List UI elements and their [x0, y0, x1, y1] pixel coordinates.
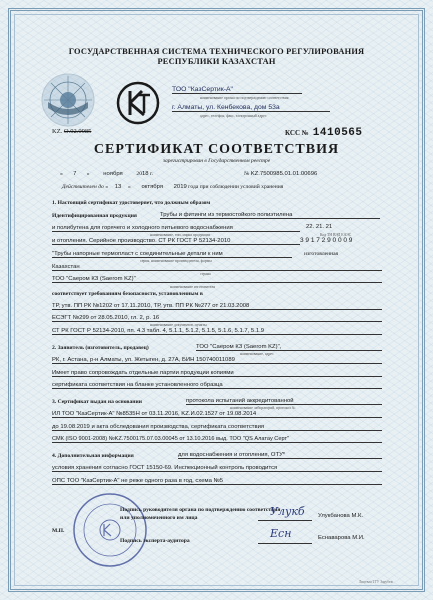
s1-caption-series: серия, наименование производителя, формы: [140, 259, 212, 263]
reg-date: « 7 » ноября 2018 г.: [60, 171, 154, 177]
s2-value1: ТОО "Саером КЗ (Saerom KZ)",: [196, 344, 382, 351]
expert-sign-line: [258, 543, 312, 544]
valid-month: октября: [141, 184, 164, 190]
kz-code-prefix: KZ.: [52, 128, 63, 135]
s1-code1: 22. 21. 21: [306, 224, 333, 230]
s3-caption1: наименование лабораторий, протокол №: [230, 406, 296, 410]
header-line2: РЕСПУБЛИКИ КАЗАХСТАН: [157, 57, 276, 66]
s3-value3: до 19.08.2019 и акта обследования производства, сертификата соответствия: [52, 424, 382, 431]
s1-caption-code: Код ТН ВЭД ЕАЭС: [320, 233, 352, 237]
s2-caption1: наименование, адрес: [240, 352, 274, 356]
s2-value3: Имеет право сопровождать отдельные партии продукции копиями: [52, 370, 382, 377]
head-signature: Улукб: [270, 505, 305, 518]
expert-label: Подпись эксперта-аудитора: [120, 538, 190, 544]
kst-logo-icon: [116, 81, 160, 125]
s1-prod-line2: и полибутена для горячего и холодного питьевого водоснабжения: [52, 225, 300, 232]
org-name: ТОО "КазСертик-А": [172, 86, 302, 94]
expert-name: Еснаварова М.И.: [318, 535, 365, 541]
head-label-line1: Подпись руководителя органа по подтверждению соответствия: [120, 507, 281, 513]
s1-caption-country: страна: [200, 272, 211, 276]
page-title: СЕРТИФИКАТ СООТВЕТСТВИЯ: [93, 142, 340, 157]
reg-registry: № KZ.7500985.01.01.00696: [244, 171, 318, 177]
state-emblem-icon: [40, 72, 96, 128]
kz-code-suffix: О.02.0985: [63, 128, 92, 135]
mp-label: М.П.: [52, 528, 65, 534]
head-label-line2: или уполномоченного им лица: [120, 515, 198, 521]
s1-prod-line3: и отопления. Серийное производство. СТ РК ГОСТ Р 52134-2010: [52, 238, 300, 245]
s3-value4: СМК (ISO 9001-2008) №KZ.7500175.07.03.00045 от 13.10.2016 выд. ТОО "QS Алатау Серт": [52, 436, 382, 443]
valid-year: 2019: [173, 184, 187, 190]
valid-suffix: года при соблюдении условий хранения: [188, 184, 284, 190]
header: [30, 47, 403, 67]
s1-req2: ЕСЭГТ №299 от 28.05.2010, гл. 2, р. 16: [52, 315, 382, 322]
valid-label: Действителен до: [62, 184, 104, 190]
s1-made-label: изготовленная: [304, 251, 339, 257]
s1-req-label: соответствует требованиям безопасности, установленным в: [52, 291, 203, 297]
reg-year: 18: [142, 171, 149, 177]
s1-maker: ТОО "Саером КЗ (Saerom KZ)": [52, 276, 382, 283]
s1-prod-label: Идентифицированная продукция: [52, 213, 137, 219]
s2-value2: РК, г. Астана, р-н Алматы, ул. Жетыген, д. 27А, БИН 150740011089: [52, 357, 382, 364]
reg-day: 7: [73, 171, 77, 177]
s1-prod-line1: Трубы и фитинги из термостойкого полиэтилена: [160, 212, 380, 219]
s4-value2: условия хранения согласно ГОСТ 15150-69. Инспекционный контроль проводится: [52, 465, 382, 472]
kz-code: [52, 128, 91, 135]
s1-req1: ТР, утв. ПП РК №1202 от 17.11.2010, ТР, утв. ПП РК №277 от 21.03.2008: [52, 303, 382, 310]
s4-label: 4. Дополнительная информация: [52, 453, 134, 459]
reg-month: ноября: [103, 171, 123, 177]
official-seal-icon: [70, 490, 150, 570]
org-name-caption: наименование органа по подтверждению соответствия: [200, 96, 289, 100]
head-sign-line: [258, 520, 312, 521]
s2-value4: сертификата соответствия на бланке установленного образца: [52, 382, 382, 389]
subtitle: зарегистрирован в Государственном реестре: [162, 158, 271, 164]
head-name: Улукбанова М.К.: [318, 513, 364, 519]
header-line1: ГОСУДАРСТВЕННАЯ СИСТЕМА ТЕХНИЧЕСКОГО РЕГУЛИРОВАНИЯ: [68, 47, 365, 56]
s1-country: Казахстан: [52, 264, 382, 271]
kss-number: [285, 122, 363, 140]
s3-label: 3. Сертификат выдан на основании: [52, 399, 142, 405]
valid-day: 13: [114, 184, 122, 190]
footer-mark: Лицевая ТГУ Зарубеж: [358, 580, 393, 584]
kss-value: 1410565: [312, 127, 363, 139]
expert-signature: Есн: [270, 527, 292, 540]
kss-label: КСС №: [285, 129, 309, 137]
valid-until: Действителен до « 13 » октября 2019 года при соблюдении условий хранения: [62, 184, 284, 190]
s1-caption-maker: наименование изготовителя: [170, 285, 216, 289]
registry-number: KZ.7500985.01.01.00696: [250, 171, 318, 177]
org-address: г. Алматы, ул. Кенбекова, дом 53а: [172, 104, 330, 112]
s4-value3: ОПС ТОО "КазСертик-А" не реже одного раза в год, схема №5: [52, 478, 382, 485]
s2-label: 2. Заявитель (изготовитель, продавец): [52, 345, 149, 351]
reg-year-prefix: 20: [136, 171, 142, 177]
org-address-caption: адрес, телефон, факс, электронный адрес: [200, 114, 267, 118]
s1-code2: 3 9 1 7 2 9 0 0 0 9: [300, 237, 353, 244]
s1-caption-prod: наименование, тип, марка продукции: [150, 233, 211, 237]
s1-caption-req: наименование документов, пункты: [150, 323, 207, 327]
s1-heading: 1. Настоящий сертификат удостоверяет, что должным образом: [52, 200, 211, 206]
s3-value2: ИЛ ТОО "КазСертик-А" №8535Н от 03.11.2016, KZ.И.02.1527 от 19.08.2014: [52, 411, 382, 418]
s3-value1: протокола испытаний аккредитованной: [186, 398, 382, 405]
s4-value1: для водоснабжения и отопления, ОТУ*: [178, 452, 382, 459]
s1-req3: СТ РК ГОСТ Р 52134-2010, пп. 4.3 табл. 4, 5.1.1, 5.1.2, 5.1.5, 5.1.6, 5.1.7, 5.1.9: [52, 328, 382, 335]
s1-prod-line4: "Трубы напорные термопласт с соединительные детали к ним: [52, 251, 292, 258]
